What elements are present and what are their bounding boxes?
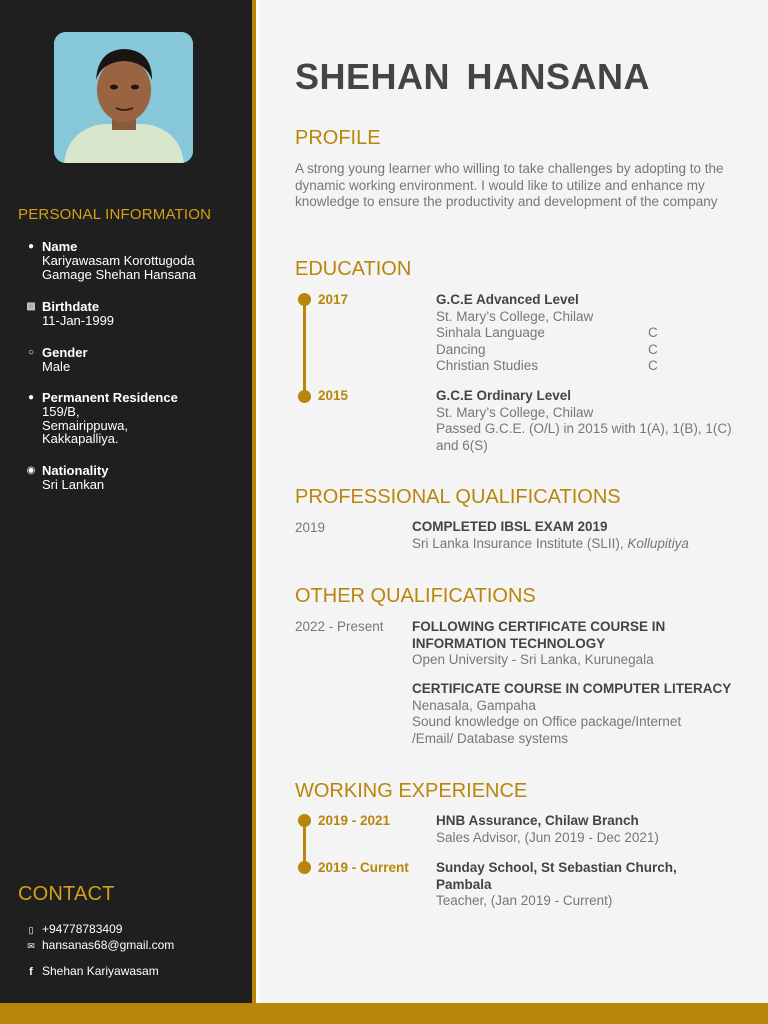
- sidebar-white-divider: [256, 0, 259, 1003]
- work-year: 2019 - Current: [318, 860, 409, 875]
- subject-name: Dancing: [436, 341, 486, 357]
- entry-title: FOLLOWING CERTIFICATE COURSE IN INFORMATION TECHNOLOGY: [412, 619, 666, 651]
- person-icon: ●: [27, 241, 35, 252]
- professional-heading: PROFESSIONAL QUALIFICATIONS: [295, 486, 621, 508]
- entry-title: COMPLETED IBSL EXAM 2019: [412, 519, 608, 534]
- person-icon: ●: [27, 392, 35, 403]
- profile-heading: PROFILE: [295, 127, 381, 149]
- personal-info-heading: PERSONAL INFORMATION: [18, 206, 212, 223]
- envelope-icon: ✉: [27, 941, 35, 951]
- professional-year: 2019: [295, 520, 326, 535]
- entry-title: G.C.E Advanced Level: [436, 292, 579, 307]
- globe-icon: ◉: [26, 465, 36, 476]
- education-entry-ol: [436, 388, 736, 454]
- work-entry-sunday-school: [436, 860, 706, 910]
- work-heading: WORKING EXPERIENCE: [295, 780, 528, 802]
- footer-bar: [0, 1003, 768, 1024]
- cake-icon: ▩: [26, 301, 36, 312]
- other-entry-it: [412, 619, 712, 669]
- entry-title: CERTIFICATE COURSE IN COMPUTER LITERACY: [412, 681, 732, 696]
- contact-phone[interactable]: [25, 922, 122, 937]
- profile-photo: [54, 32, 193, 163]
- education-year: 2015: [318, 388, 349, 403]
- entry-role: Sales Advisor, (Jun 2019 - Dec 2021): [436, 829, 659, 845]
- timeline-dot: [298, 293, 311, 306]
- personal-value: Male: [42, 359, 71, 374]
- circle-icon: ○: [27, 347, 35, 358]
- professional-entry: [412, 519, 742, 552]
- entry-note: Passed G.C.E. (O/L) in 2015 with 1(A), 1(B), 1(C) and 6(S): [436, 421, 732, 453]
- entry-title: G.C.E Ordinary Level: [436, 388, 572, 403]
- entry-role: Teacher, (Jan 2019 - Current): [436, 893, 613, 908]
- entry-title: Sunday School, St Sebastian Church, Pambala: [436, 860, 677, 892]
- education-timeline: [303, 299, 306, 396]
- subject-grade: C: [648, 341, 658, 357]
- personal-value: Sri Lankan: [42, 477, 105, 492]
- entry-line: Sound knowledge on Office package/Internet /Email/ Database systems: [412, 714, 682, 746]
- education-entry-al: [436, 292, 766, 375]
- subject-row: [436, 325, 766, 342]
- timeline-dot: [298, 861, 311, 874]
- email-text: hansanas68@gmail.com: [42, 938, 175, 952]
- entry-title: HNB Assurance, Chilaw Branch: [436, 813, 639, 828]
- contact-email[interactable]: [25, 938, 174, 953]
- facebook-icon: f: [29, 966, 33, 978]
- work-entry-hnb: [436, 813, 736, 846]
- facebook-text: Shehan Kariyawasam: [42, 964, 159, 978]
- phone-text: +94778783409: [42, 922, 123, 936]
- personal-label: Name: [42, 239, 78, 254]
- personal-value: Kariyawasam Korottugoda Gamage Shehan Hansana: [42, 253, 196, 282]
- subject-name: Christian Studies: [436, 358, 539, 373]
- institute-location: Kollupitiya: [627, 535, 689, 551]
- personal-label: Nationality: [42, 463, 109, 478]
- phone-icon: ▯: [28, 925, 34, 935]
- work-year: 2019 - 2021: [318, 813, 391, 828]
- timeline-dot: [298, 814, 311, 827]
- full-name: SHEHAN HANSANA: [295, 56, 651, 97]
- personal-value: 11-Jan-1999: [42, 313, 115, 328]
- subject-name: Sinhala Language: [436, 325, 545, 340]
- subject-row: [436, 342, 766, 359]
- other-heading: OTHER QUALIFICATIONS: [295, 585, 536, 607]
- education-heading: EDUCATION: [295, 258, 412, 280]
- other-year: 2022 - Present: [295, 619, 384, 634]
- subject-grade: C: [648, 358, 658, 373]
- personal-label: Birthdate: [42, 299, 100, 314]
- subject-row: [436, 358, 766, 375]
- work-timeline: [303, 820, 306, 867]
- other-entry-computer: [412, 681, 732, 747]
- personal-value: 159/B, Semairippuwa, Kakkapalliya.: [42, 404, 128, 446]
- entry-school: St. Mary’s College, Chilaw: [436, 308, 594, 324]
- personal-label: Permanent Residence: [42, 390, 178, 405]
- entry-school: St. Mary’s College, Chilaw: [436, 404, 594, 420]
- entry-line: Nenasala, Gampaha: [412, 697, 536, 713]
- education-year: 2017: [318, 292, 349, 307]
- profile-text: A strong young learner who willing to take challenges by adopting to the dynamic working environment. I would like to utilize and enhance my knowledge to ensure the productivity and development of the company: [295, 161, 724, 209]
- contact-facebook[interactable]: [25, 964, 159, 979]
- subject-grade: C: [648, 325, 658, 340]
- timeline-dot: [298, 390, 311, 403]
- personal-label: Gender: [42, 345, 88, 360]
- contact-heading: CONTACT: [18, 883, 115, 905]
- entry-institute: [412, 536, 742, 553]
- institute-name: Sri Lanka Insurance Institute (SLII),: [412, 535, 624, 551]
- entry-line: Open University - Sri Lanka, Kurunegala: [412, 652, 654, 667]
